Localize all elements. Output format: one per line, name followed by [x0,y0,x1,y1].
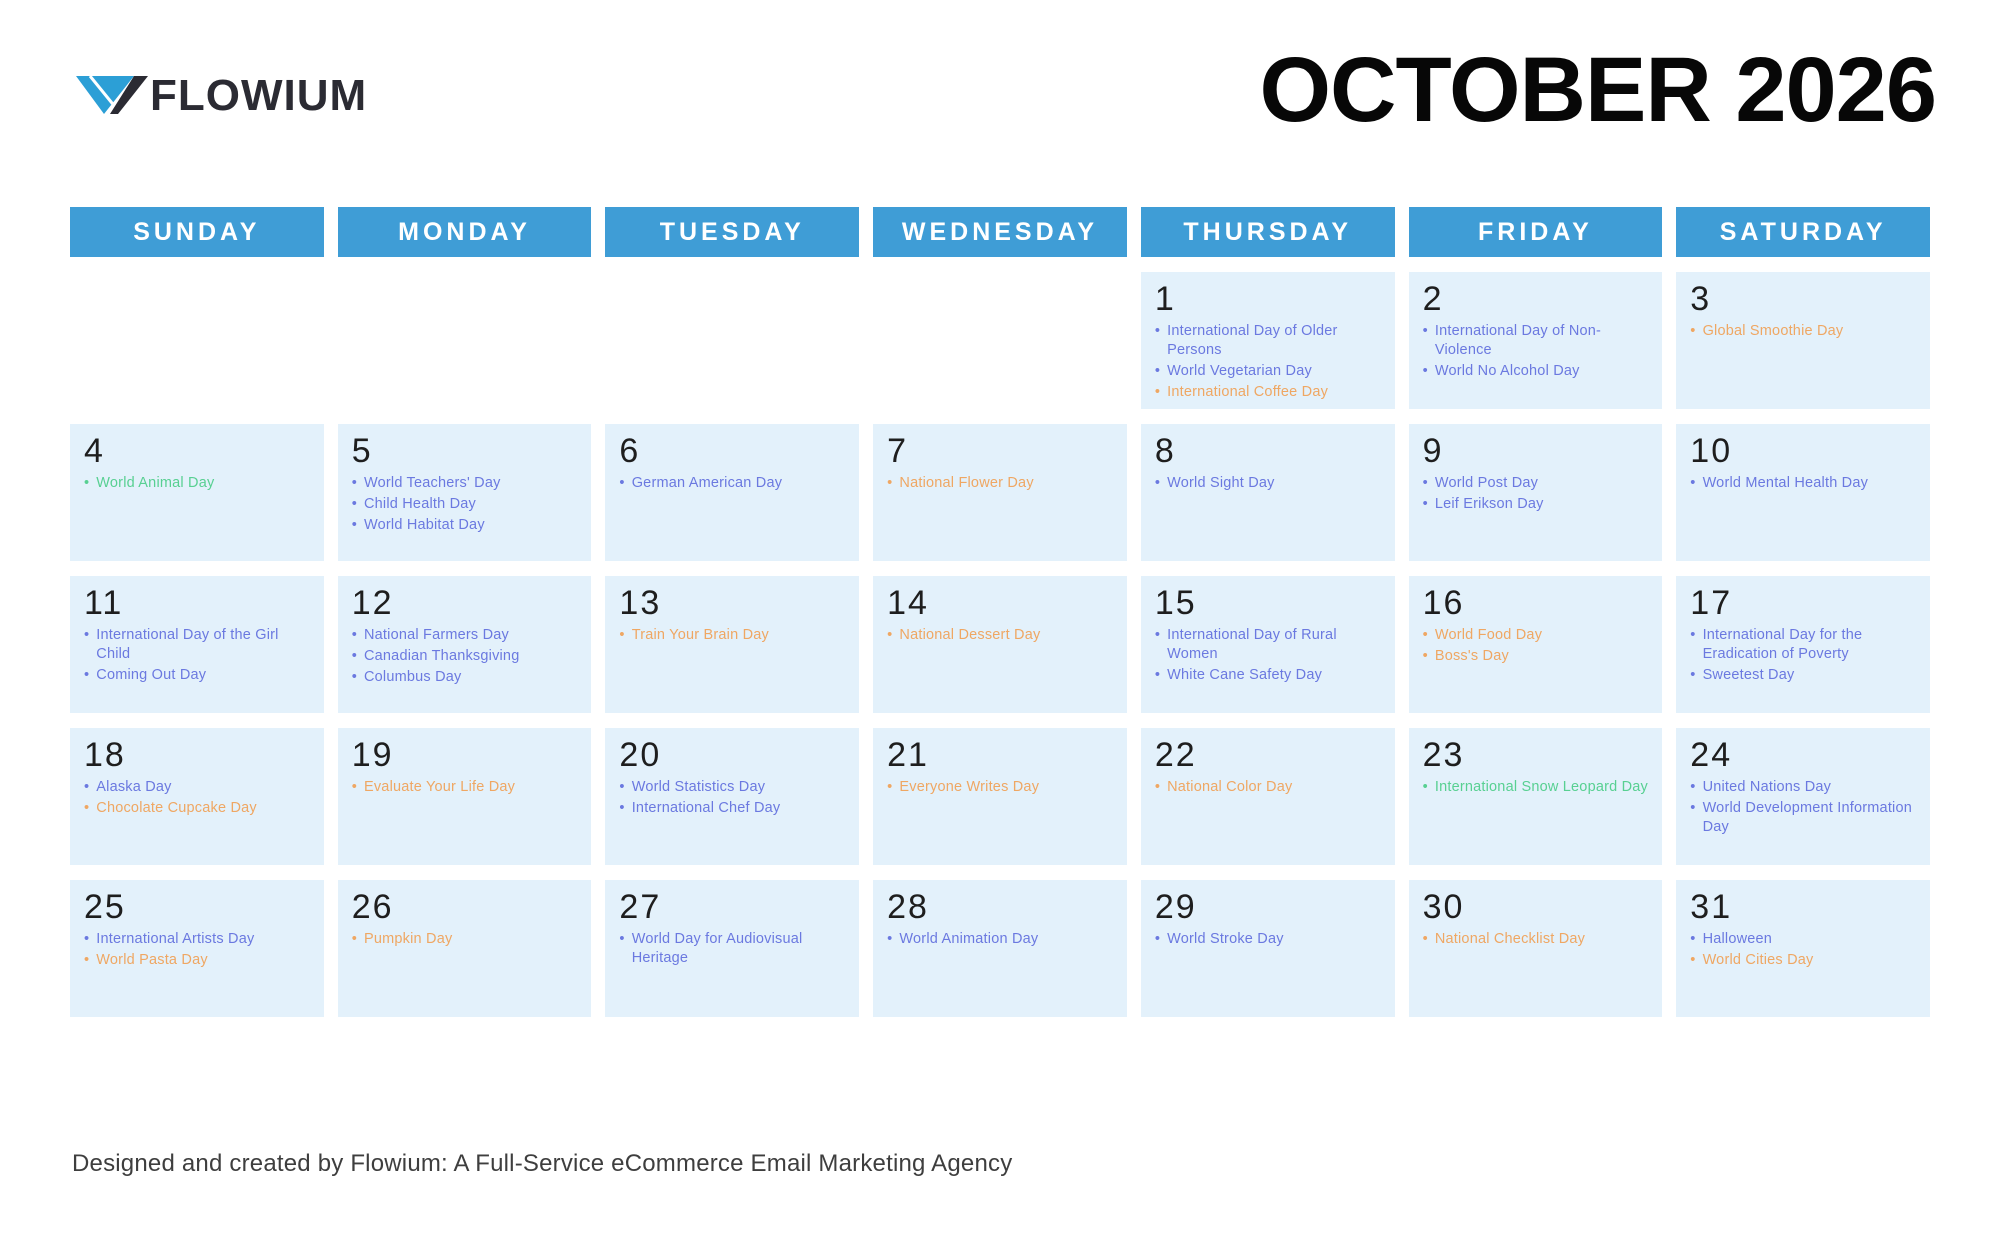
bullet-icon: • [351,627,357,644]
bullet-icon: • [1154,667,1161,684]
bullet-icon: • [887,475,893,492]
day-cell-27 [605,880,859,1017]
day-cell-9 [1409,424,1663,561]
bullet-icon: • [351,496,357,513]
day-cell-21 [873,728,1127,865]
day-number: 6 [619,432,641,470]
event-list [1155,778,1383,797]
day-number: 7 [887,432,909,470]
event-label: International Day of Older Persons [1167,323,1338,359]
event-item [1155,322,1383,360]
day-cell-19 [338,728,592,865]
day-number: 30 [1422,888,1465,926]
day-number: 4 [84,432,105,470]
bullet-icon: • [619,475,625,492]
bullet-icon: • [887,627,893,644]
event-label: World Post Day [1434,475,1539,492]
day-cell-5 [338,424,592,561]
day-cell-18 [70,728,324,865]
event-label: World Mental Health Day [1702,475,1869,492]
bullet-icon: • [1422,475,1428,492]
event-list [619,474,847,493]
bullet-icon: • [1422,931,1428,948]
event-label: International Day for the Eradication of Poverty [1702,627,1863,663]
event-list [1155,930,1383,949]
event-list [619,626,847,645]
footer-credit: Designed and created by Flowium: A Full-Service eCommerce Email Marketing Agency [72,1150,1013,1177]
event-item [84,474,312,493]
weekday-header-monday: MONDAY [338,207,592,257]
day-cell-4 [70,424,324,561]
event-item [1690,666,1918,685]
event-label: International Snow Leopard Day [1434,779,1649,796]
day-number: 20 [619,736,662,774]
logo-wordmark: FLOWIUM [150,71,368,120]
event-item [1155,383,1383,402]
weekday-header-wednesday: WEDNESDAY [873,207,1127,257]
event-item [1423,495,1651,514]
event-label: United Nations Day [1702,779,1832,796]
bullet-icon: • [1690,323,1696,340]
bullet-icon: • [351,475,357,492]
month-title: OCTOBER 2026 [1259,39,1936,141]
event-item [1690,951,1918,970]
event-label: World Animal Day [96,475,215,492]
bullet-icon: • [84,800,90,817]
event-item [352,495,580,514]
bullet-icon: • [1154,931,1161,948]
event-label: German American Day [631,475,783,492]
event-label: Alaska Day [96,779,172,796]
event-list [1155,322,1383,403]
event-item [1690,930,1918,949]
event-label: Everyone Writes Day [899,779,1040,796]
event-label: Leif Erikson Day [1434,496,1544,513]
day-number: 9 [1422,432,1444,470]
bullet-icon: • [351,517,357,534]
event-label: White Cane Safety Day [1167,667,1323,684]
bullet-icon: • [1154,779,1161,796]
bullet-icon: • [84,952,90,969]
event-list [352,474,580,535]
event-label: Canadian Thanksgiving [363,648,520,665]
day-number: 8 [1154,432,1176,470]
event-item [1423,474,1651,493]
event-item [352,626,580,645]
bullet-icon: • [1690,627,1696,644]
day-number: 27 [619,888,662,926]
event-label: World Cities Day [1702,952,1814,969]
event-list [1423,626,1651,666]
event-item [352,778,580,797]
event-label: World Statistics Day [631,779,766,796]
bullet-icon: • [351,669,357,686]
event-item [1155,930,1383,949]
day-number: 22 [1154,736,1197,774]
event-label: National Dessert Day [899,627,1041,644]
event-item [84,666,312,685]
bullet-icon: • [1422,627,1428,644]
event-label: National Farmers Day [363,627,509,644]
event-item [1423,647,1651,666]
event-label: Chocolate Cupcake Day [96,800,257,817]
event-list [887,474,1115,493]
bullet-icon: • [1690,800,1696,817]
day-number: 5 [351,432,373,470]
event-label: National Color Day [1167,779,1293,796]
event-label: Columbus Day [363,669,462,686]
day-number: 11 [84,584,124,622]
event-label: International Day of Rural Women [1167,627,1337,663]
event-list [1423,322,1651,381]
day-number: 29 [1154,888,1197,926]
bullet-icon: • [619,800,625,817]
event-label: Child Health Day [363,496,476,513]
day-cell-6 [605,424,859,561]
event-item [887,626,1115,645]
event-list [1690,626,1918,685]
event-label: World Stroke Day [1167,931,1284,948]
day-cell-20 [605,728,859,865]
event-item [887,930,1115,949]
event-label: International Day of Non-Violence [1434,323,1602,359]
day-number: 23 [1422,736,1465,774]
event-item [1423,778,1651,797]
weekday-header-tuesday: TUESDAY [605,207,859,257]
calendar-grid [70,207,1930,1017]
day-number: 3 [1690,280,1712,318]
day-number: 15 [1154,584,1197,622]
event-item [887,474,1115,493]
day-number: 19 [351,736,394,774]
event-label: Pumpkin Day [363,931,453,948]
event-label: Train Your Brain Day [631,627,769,644]
bullet-icon: • [1422,779,1428,796]
event-label: International Artists Day [96,931,255,948]
bullet-icon: • [887,931,893,948]
event-label: National Checklist Day [1434,931,1586,948]
day-cell-1 [1141,272,1395,409]
day-cell-31 [1676,880,1930,1017]
event-label: World No Alcohol Day [1434,363,1580,380]
bullet-icon: • [1422,323,1428,340]
day-cell-8 [1141,424,1395,561]
event-item [1155,626,1383,664]
event-item [352,668,580,687]
day-cell-28 [873,880,1127,1017]
bullet-icon: • [1690,779,1696,796]
event-item [352,930,580,949]
bullet-icon: • [1690,475,1696,492]
weekday-header-sunday: SUNDAY [70,207,324,257]
bullet-icon: • [619,931,625,948]
event-list [1690,474,1918,493]
event-list [84,778,312,818]
event-list [84,930,312,970]
event-list [887,778,1115,797]
day-cell-14 [873,576,1127,713]
day-cell-13 [605,576,859,713]
event-list [352,930,580,949]
event-item [84,778,312,797]
day-cell-17 [1676,576,1930,713]
event-item [887,778,1115,797]
event-item [1155,666,1383,685]
bullet-icon: • [84,627,90,644]
day-cell-10 [1676,424,1930,561]
bullet-icon: • [1422,363,1428,380]
event-item [1155,474,1383,493]
bullet-icon: • [619,779,625,796]
event-list [619,930,847,968]
event-item [1690,626,1918,664]
event-item [84,799,312,818]
event-item [1155,362,1383,381]
event-list [1155,474,1383,493]
event-list [887,626,1115,645]
day-number: 16 [1422,584,1465,622]
event-item [1423,626,1651,645]
day-number: 21 [887,736,929,774]
bullet-icon: • [84,667,90,684]
day-cell-25 [70,880,324,1017]
event-item [1690,799,1918,837]
event-label: Boss's Day [1434,648,1509,665]
event-item [1690,778,1918,797]
day-cell-15 [1141,576,1395,713]
day-number: 17 [1690,584,1733,622]
bullet-icon: • [351,648,357,665]
bullet-icon: • [1422,648,1428,665]
bullet-icon: • [1154,627,1161,644]
event-item [619,626,847,645]
day-cell-29 [1141,880,1395,1017]
event-list [352,778,580,797]
day-number: 25 [84,888,126,926]
day-cell-22 [1141,728,1395,865]
bullet-icon: • [1690,667,1696,684]
weekday-header-friday: FRIDAY [1409,207,1663,257]
day-number: 24 [1690,736,1733,774]
event-item [1423,362,1651,381]
bullet-icon: • [84,779,90,796]
event-item [352,647,580,666]
event-list [619,778,847,818]
event-item [84,626,312,664]
day-number: 31 [1690,888,1733,926]
event-list [84,626,312,685]
event-label: Global Smoothie Day [1702,323,1844,340]
day-number: 12 [351,584,394,622]
event-item [619,799,847,818]
day-cell-3 [1676,272,1930,409]
bullet-icon: • [887,779,893,796]
bullet-icon: • [1154,323,1161,340]
event-list [1690,930,1918,970]
day-cell-16 [1409,576,1663,713]
event-label: World Vegetarian Day [1167,363,1312,380]
event-label: Halloween [1702,931,1773,948]
bullet-icon: • [1154,384,1161,401]
event-item [1423,930,1651,949]
event-item [84,930,312,949]
event-label: Evaluate Your Life Day [363,779,516,796]
event-label: International Coffee Day [1167,384,1329,401]
event-list [1690,322,1918,341]
empty-day-cell [70,272,324,409]
bullet-icon: • [1154,363,1161,380]
event-label: Sweetest Day [1702,667,1795,684]
event-list [1423,930,1651,949]
event-item [619,930,847,968]
bullet-icon: • [1154,475,1161,492]
day-cell-26 [338,880,592,1017]
event-label: World Food Day [1434,627,1543,644]
event-item [84,951,312,970]
day-number: 1 [1154,280,1176,318]
day-number: 10 [1690,432,1733,470]
event-item [352,516,580,535]
event-item [352,474,580,493]
bullet-icon: • [619,627,625,644]
event-label: World Pasta Day [96,952,208,969]
event-list [1690,778,1918,837]
day-number: 2 [1422,280,1444,318]
day-cell-24 [1676,728,1930,865]
event-item [1690,474,1918,493]
day-number: 26 [351,888,394,926]
event-item [1690,322,1918,341]
bullet-icon: • [1690,952,1696,969]
event-list [84,474,312,493]
empty-day-cell [338,272,592,409]
event-item [1155,778,1383,797]
flowium-logo [74,68,367,124]
event-label: International Day of the Girl Child [96,627,279,663]
event-list [887,930,1115,949]
day-number: 18 [84,736,126,774]
event-list [1155,626,1383,685]
event-label: World Development Information Day [1702,800,1912,836]
empty-day-cell [873,272,1127,409]
event-label: World Habitat Day [363,517,485,534]
day-cell-11 [70,576,324,713]
bullet-icon: • [1422,496,1428,513]
day-cell-12 [338,576,592,713]
day-number: 14 [887,584,929,622]
event-label: World Teachers' Day [363,475,501,492]
event-label: Coming Out Day [96,667,207,684]
bullet-icon: • [1690,931,1696,948]
event-item [619,778,847,797]
day-number: 28 [887,888,929,926]
event-label: National Flower Day [899,475,1034,492]
event-label: World Sight Day [1167,475,1275,492]
flowium-flag-icon [74,68,148,124]
event-item [619,474,847,493]
bullet-icon: • [84,931,90,948]
weekday-header-thursday: THURSDAY [1141,207,1395,257]
weekday-header-saturday: SATURDAY [1676,207,1930,257]
empty-day-cell [605,272,859,409]
bullet-icon: • [351,931,357,948]
event-label: International Chef Day [631,800,781,817]
day-number: 13 [619,584,662,622]
bullet-icon: • [351,779,357,796]
day-cell-7 [873,424,1127,561]
event-list [352,626,580,687]
event-label: World Day for Audiovisual Heritage [631,931,803,967]
event-list [1423,778,1651,797]
event-item [1423,322,1651,360]
day-cell-23 [1409,728,1663,865]
day-cell-2 [1409,272,1663,409]
day-cell-30 [1409,880,1663,1017]
event-list [1423,474,1651,514]
event-label: World Animation Day [899,931,1039,948]
bullet-icon: • [84,475,90,492]
